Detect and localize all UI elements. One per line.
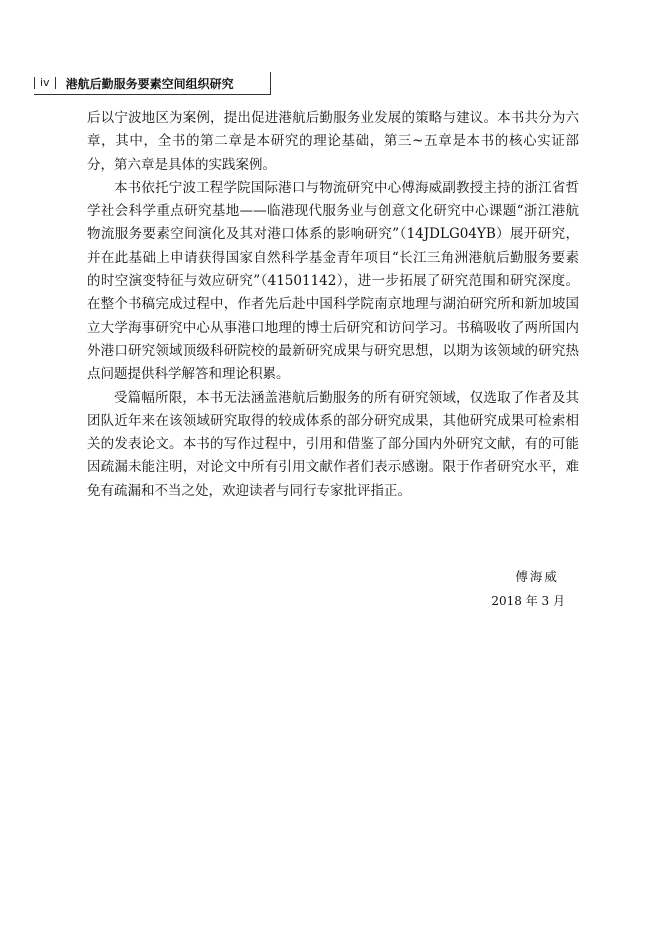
- signature-date: 2018 年 3 月: [491, 594, 565, 608]
- running-header: [34, 72, 234, 94]
- paragraph-continued: 后以宁波地区为案例，提出促进港航后勤服务业发展的策略与建议。本书共分为六章，其中，全书的第二章是本研究的理论基础，第三~五章是本书的核心实证部分，第六章是具体的实践案例。: [87, 110, 579, 173]
- paragraph-acknowledgement: 受篇幅所限，本书无法涵盖港航后勤服务的所有研究领域，仅选取了作者及其团队近年来在该领域研究取得的较成体系的部分研究成果，其他研究成果可检索相关的发表论文。本书的写作过程中，引用和借鉴了部分国内外研究文献，有的可能因疏漏未能注明，对论文中所有引用文献作者们表示感谢。限于作者研究水平，难免有疏漏和不当之处，欢迎读者与同行专家批评指正。: [87, 389, 579, 499]
- page-number: iv: [34, 77, 56, 89]
- header-rule-vertical: [270, 72, 271, 94]
- running-header-title: 港航后勤服务要素空间组织研究: [65, 76, 234, 91]
- body-text: [87, 107, 579, 503]
- paragraph-funding: 本书依托宁波工程学院国际港口与物流研究中心傅海威副教授主持的浙江省哲学社会科学重点研究基地——临港现代服务业与创意文化研究中心课题“浙江港航物流服务要素空间演化及其对港口体系的影响研究”（14JDLG04YB）展开研究，并在此基础上申请获得国家自然科学基金青年项目“长江三角洲港航后勤服务要素的时空演变特征与效应研究”（41501142），进一步拓展了研究范围和研究深度。在整个书稿完成过程中，作者先后赴中国科学院南京地理与湖泊研究所和新加坡国立大学海事研究中心从事港口地理的博士后研究和访问学习。书稿吸收了两所国内外港口研究领域顶级科研院校的最新研究成果与研究思想，以期为该领域的研究热点问题提供科学解答和理论积累。: [87, 179, 579, 383]
- signature-block: [491, 565, 565, 613]
- header-rule-horizontal: [34, 94, 271, 95]
- author-name: 傅海威: [515, 569, 559, 584]
